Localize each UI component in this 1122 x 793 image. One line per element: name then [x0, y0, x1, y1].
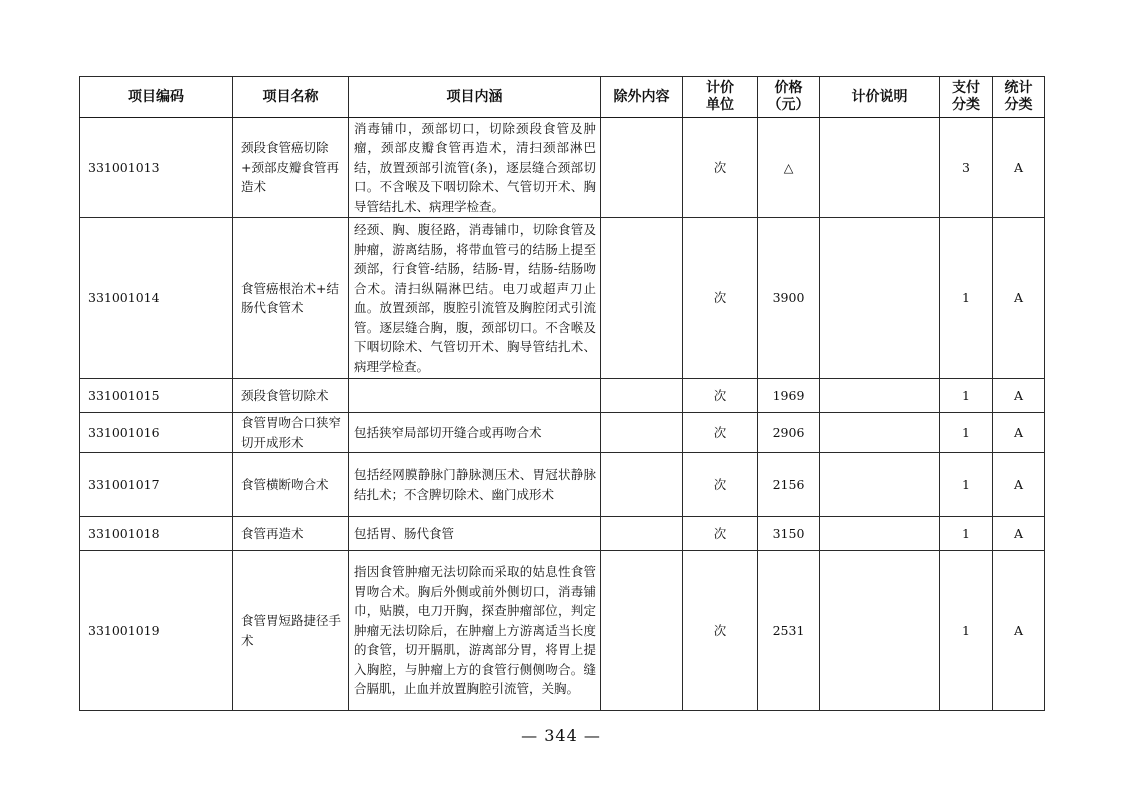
cell-exclusion — [601, 517, 683, 551]
cell-payment-category: 3 — [940, 118, 993, 218]
cell-payment-category: 1 — [940, 551, 993, 711]
table-row — [80, 118, 1045, 218]
cell-item-content: 消毒铺巾，颈部切口，切除颈段食管及肿瘤，颈部皮瓣食管再造术，清扫颈部淋巴结，放置颈部引流管(条)，逐层缝合颈部切口。不含喉及下咽切除术、气管切开术、胸导管结扎术、病理学检查。 — [349, 118, 601, 218]
cell-pricing-note — [820, 218, 940, 379]
table-body — [80, 118, 1045, 711]
cell-exclusion — [601, 118, 683, 218]
cell-payment-category: 1 — [940, 413, 993, 453]
header-item-code: 项目编码 — [80, 77, 233, 118]
cell-item-content: 包括经网膜静脉门静脉测压术、胃冠状静脉结扎术；不含脾切除术、幽门成形术 — [349, 453, 601, 517]
cell-statistics-category: A — [993, 517, 1045, 551]
cell-item-name: 食管横断吻合术 — [233, 453, 349, 517]
header-unit: 计价 单位 — [683, 77, 758, 118]
cell-statistics-category: A — [993, 453, 1045, 517]
cell-payment-category: 1 — [940, 453, 993, 517]
cell-item-name: 颈段食管切除术 — [233, 379, 349, 413]
cell-price: △ — [758, 118, 820, 218]
cell-pricing-note — [820, 379, 940, 413]
cell-item-name: 食管胃吻合口狭窄切开成形术 — [233, 413, 349, 453]
cell-payment-category: 1 — [940, 517, 993, 551]
cell-pricing-note — [820, 118, 940, 218]
page-number: — 344 — — [521, 726, 601, 745]
table-row — [80, 218, 1045, 379]
cell-unit: 次 — [683, 118, 758, 218]
header-statistics-category: 统计 分类 — [993, 77, 1045, 118]
cell-item-content: 指因食管肿瘤无法切除而采取的姑息性食管胃吻合术。胸后外侧或前外侧切口，消毒铺巾，贴膜，电刀开胸，探查肿瘤部位，判定肿瘤无法切除后，在肿瘤上方游离适当长度的食管，切开膈肌，游离部分胃，将胃上提入胸腔，与肿瘤上方的食管行侧侧吻合。缝合膈肌，止血并放置胸腔引流管，关胸。 — [349, 551, 601, 711]
cell-pricing-note — [820, 453, 940, 517]
cell-unit: 次 — [683, 379, 758, 413]
cell-item-code: 331001016 — [80, 413, 233, 453]
table-header — [80, 77, 1045, 118]
cell-unit: 次 — [683, 517, 758, 551]
cell-pricing-note — [820, 551, 940, 711]
cell-unit: 次 — [683, 218, 758, 379]
cell-price: 2531 — [758, 551, 820, 711]
table-row — [80, 413, 1045, 453]
table-row — [80, 453, 1045, 517]
cell-exclusion — [601, 413, 683, 453]
cell-exclusion — [601, 551, 683, 711]
cell-item-code: 331001014 — [80, 218, 233, 379]
cell-exclusion — [601, 218, 683, 379]
cell-item-content: 包括胃、肠代食管 — [349, 517, 601, 551]
cell-item-name: 食管再造术 — [233, 517, 349, 551]
cell-item-content: 经颈、胸、腹径路，消毒铺巾，切除食管及肿瘤，游离结肠，将带血管弓的结肠上提至颈部，行食管-结肠，结肠-胃，结肠-结肠吻合术。清扫纵隔淋巴结。电刀或超声刀止血。放置颈部，腹腔引流管及胸腔闭式引流管。逐层缝合胸，腹，颈部切口。不含喉及下咽切除术、气管切开术、胸导管结扎术、病理学检查。 — [349, 218, 601, 379]
cell-item-code: 331001018 — [80, 517, 233, 551]
cell-unit: 次 — [683, 551, 758, 711]
cell-unit: 次 — [683, 453, 758, 517]
header-item-content: 项目内涵 — [349, 77, 601, 118]
price-table — [79, 76, 1045, 711]
cell-price: 2906 — [758, 413, 820, 453]
cell-payment-category: 1 — [940, 218, 993, 379]
table-row — [80, 379, 1045, 413]
cell-statistics-category: A — [993, 551, 1045, 711]
cell-item-code: 331001013 — [80, 118, 233, 218]
cell-pricing-note — [820, 413, 940, 453]
cell-price: 3150 — [758, 517, 820, 551]
cell-pricing-note — [820, 517, 940, 551]
cell-price: 2156 — [758, 453, 820, 517]
cell-payment-category: 1 — [940, 379, 993, 413]
header-row — [80, 77, 1045, 118]
cell-statistics-category: A — [993, 218, 1045, 379]
cell-price: 3900 — [758, 218, 820, 379]
cell-price: 1969 — [758, 379, 820, 413]
cell-statistics-category: A — [993, 413, 1045, 453]
cell-item-name: 颈段食管癌切除+颈部皮瓣食管再造术 — [233, 118, 349, 218]
cell-statistics-category: A — [993, 118, 1045, 218]
cell-item-name: 食管癌根治术+结肠代食管术 — [233, 218, 349, 379]
header-price: 价格 （元） — [758, 77, 820, 118]
cell-unit: 次 — [683, 413, 758, 453]
header-payment-category: 支付 分类 — [940, 77, 993, 118]
header-pricing-note: 计价说明 — [820, 77, 940, 118]
cell-exclusion — [601, 453, 683, 517]
header-exclusion: 除外内容 — [601, 77, 683, 118]
cell-item-code: 331001017 — [80, 453, 233, 517]
cell-exclusion — [601, 379, 683, 413]
header-item-name: 项目名称 — [233, 77, 349, 118]
cell-item-content — [349, 379, 601, 413]
table-row — [80, 551, 1045, 711]
cell-item-name: 食管胃短路捷径手术 — [233, 551, 349, 711]
table-row — [80, 517, 1045, 551]
cell-item-code: 331001019 — [80, 551, 233, 711]
cell-item-code: 331001015 — [80, 379, 233, 413]
cell-item-content: 包括狭窄局部切开缝合或再吻合术 — [349, 413, 601, 453]
cell-statistics-category: A — [993, 379, 1045, 413]
